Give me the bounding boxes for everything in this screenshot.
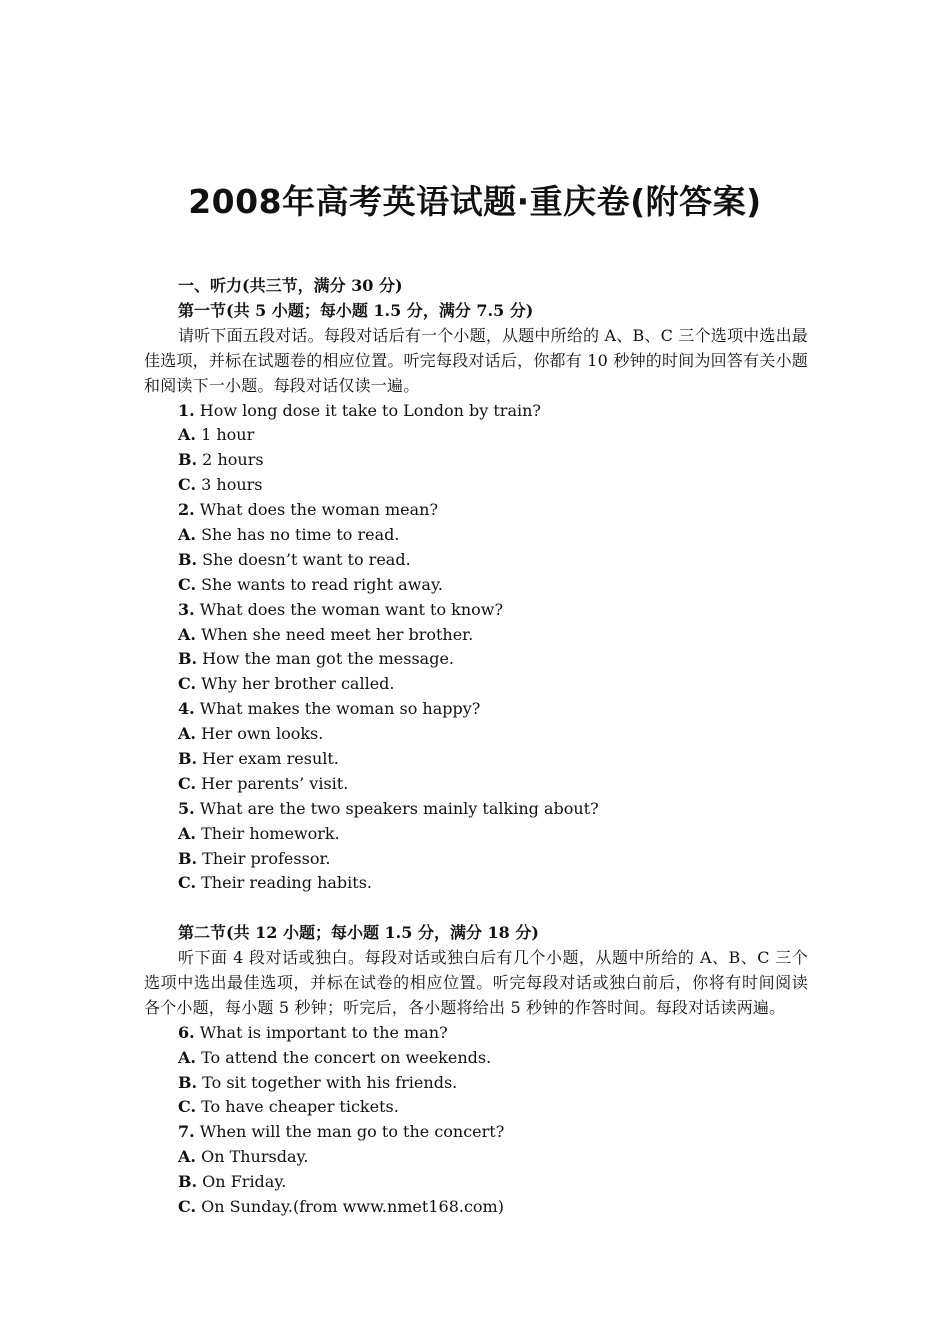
option-text: She doesn’t want to read.: [197, 549, 411, 569]
question-stem: [144, 797, 808, 822]
section1-heading: 第一节(共 5 小题；每小题 1.5 分，满分 7.5 分): [178, 300, 534, 320]
answer-option: [144, 548, 808, 573]
option-text: She has no time to read.: [195, 524, 400, 544]
option-label: C.: [178, 873, 197, 893]
answer-option: [144, 1195, 808, 1220]
option-text: 1 hour: [195, 425, 255, 445]
section2-heading: 第二节(共 12 小题；每小题 1.5 分，满分 18 分): [178, 923, 539, 943]
section2-question-list: [144, 1021, 808, 1220]
answer-option: [144, 1145, 808, 1170]
option-text: To attend the concert on weekends.: [195, 1047, 492, 1067]
option-text: Their homework.: [195, 823, 340, 843]
answer-option: [144, 423, 808, 448]
option-label: B.: [178, 649, 198, 669]
option-text: 2 hours: [197, 450, 264, 470]
question-number: 1.: [178, 400, 195, 420]
option-label: C.: [178, 475, 197, 495]
option-label: B.: [178, 848, 198, 868]
option-text: On Thursday.: [195, 1147, 309, 1167]
section-spacer: [144, 896, 808, 921]
option-label: B.: [178, 1172, 198, 1192]
option-text: To have cheaper tickets.: [196, 1097, 399, 1117]
question-number: 2.: [178, 500, 195, 520]
answer-option: [144, 623, 808, 648]
question-number: 3.: [178, 599, 195, 619]
question-stem: [144, 1021, 808, 1046]
option-label: A.: [178, 624, 196, 644]
answer-option: [144, 847, 808, 872]
option-text: When she need meet her brother.: [195, 624, 474, 644]
answer-option: [144, 1170, 808, 1195]
option-text: Why her brother called.: [196, 674, 395, 694]
answer-option: [144, 1071, 808, 1096]
question-text: What does the woman want to know?: [194, 599, 504, 619]
section1-instructions: 请听下面五段对话。每段对话后有一个小题，从题中所给的 A、B、C 三个选项中选出最佳选项，并标在试题卷的相应位置。听完每段对话后，你都有 10 秒钟的时间为回答有关小题和阅读下一小题。每段对话仅读一遍。: [144, 325, 808, 395]
question-text: When will the man go to the concert?: [194, 1122, 505, 1142]
part-heading: 一、听力(共三节，满分 30 分): [178, 276, 403, 295]
option-text: Their professor.: [197, 848, 331, 868]
question-stem: [144, 598, 808, 623]
option-text: Their reading habits.: [196, 873, 372, 893]
answer-option: [144, 448, 808, 473]
option-label: B.: [178, 1072, 198, 1092]
option-text: How the man got the message.: [197, 649, 455, 669]
answer-option: [144, 747, 808, 772]
question-number: 7.: [178, 1122, 195, 1142]
question-stem: [144, 399, 808, 424]
section1-question-list: [144, 399, 808, 897]
option-label: A.: [178, 1047, 196, 1067]
option-label: A.: [178, 823, 196, 843]
question-stem: [144, 1120, 808, 1145]
option-label: A.: [178, 425, 196, 445]
question-number: 4.: [178, 699, 195, 719]
option-text: On Friday.: [197, 1172, 287, 1192]
option-text: Her exam result.: [197, 748, 339, 768]
question-text: How long dose it take to London by train?: [194, 400, 541, 420]
option-label: B.: [178, 748, 198, 768]
exam-content: [144, 274, 808, 1220]
option-label: B.: [178, 549, 198, 569]
option-label: A.: [178, 1147, 196, 1167]
page-title: 2008年高考英语试题·重庆卷(附答案): [188, 182, 762, 221]
option-label: C.: [178, 773, 197, 793]
option-label: C.: [178, 1097, 197, 1117]
answer-option: [144, 1046, 808, 1071]
answer-option: [144, 722, 808, 747]
option-label: C.: [178, 574, 197, 594]
section2-instructions: 听下面 4 段对话或独白。每段对话或独白后有几个小题，从题中所给的 A、B、C 三个选项中选出最佳选项，并标在试卷的相应位置。听完每段对话或独白前后，你将有时间阅读各个小题，每小题 5 秒钟；听完后，各小题将给出 5 秒钟的作答时间。每段对话读两遍。: [144, 948, 808, 1017]
option-label: A.: [178, 724, 196, 744]
option-text: Her own looks.: [195, 724, 324, 744]
option-text: She wants to read right away.: [196, 574, 443, 594]
option-text: On Sunday.(from www.nmet168.com): [196, 1197, 504, 1217]
option-label: A.: [178, 524, 196, 544]
answer-option: [144, 573, 808, 598]
question-number: 5.: [178, 798, 195, 818]
answer-option: [144, 473, 808, 498]
answer-option: [144, 822, 808, 847]
option-text: To sit together with his friends.: [197, 1072, 458, 1092]
option-label: C.: [178, 1197, 197, 1217]
question-text: What makes the woman so happy?: [194, 699, 481, 719]
answer-option: [144, 647, 808, 672]
option-text: Her parents’ visit.: [196, 773, 349, 793]
option-label: C.: [178, 674, 197, 694]
question-stem: [144, 498, 808, 523]
question-text: What does the woman mean?: [194, 500, 439, 520]
answer-option: [144, 1095, 808, 1120]
option-label: B.: [178, 450, 198, 470]
question-text: What are the two speakers mainly talking about?: [194, 798, 599, 818]
answer-option: [144, 523, 808, 548]
question-number: 6.: [178, 1022, 195, 1042]
answer-option: [144, 871, 808, 896]
question-text: What is important to the man?: [194, 1022, 448, 1042]
answer-option: [144, 672, 808, 697]
question-stem: [144, 697, 808, 722]
option-text: 3 hours: [196, 475, 263, 495]
answer-option: [144, 772, 808, 797]
